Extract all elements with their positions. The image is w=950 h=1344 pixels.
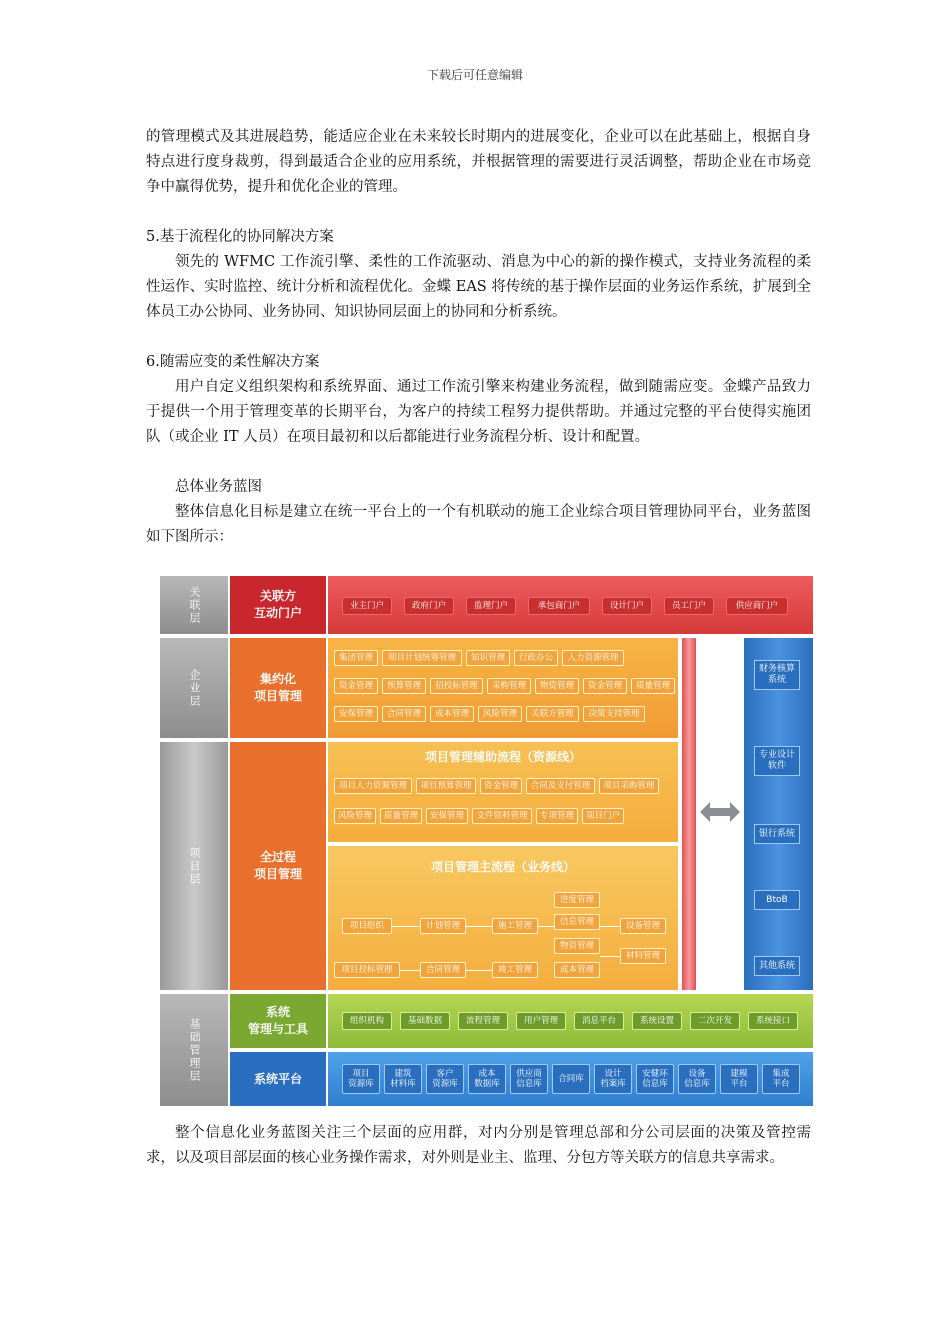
- system-tool-chip: 消息平台: [574, 1012, 624, 1030]
- flow-step-info: 信息管理: [554, 914, 600, 930]
- paragraph-4: 整体信息化目标是建立在统一平台上的一个有机联动的施工企业综合项目管理协同平台，业务蓝图如下图所示：: [146, 504, 811, 545]
- main-process-band: [328, 846, 678, 990]
- system-tool-chip: 系统设置: [632, 1012, 682, 1030]
- portal-chip: 承包商门户: [528, 597, 590, 615]
- portal-chip: 业主门户: [342, 597, 392, 615]
- aux-chip: 文件资料管理: [472, 808, 532, 824]
- platform-chip: 集成 平台: [762, 1064, 800, 1094]
- platform-chip: 合同库: [552, 1064, 590, 1094]
- aux-chip: 质量管理: [380, 808, 422, 824]
- enterprise-chip: 合同管理: [382, 706, 426, 722]
- enterprise-band: [328, 638, 678, 738]
- external-system-chip: BtoB: [754, 890, 800, 910]
- portal-chip: 政府门户: [404, 597, 454, 615]
- flow-step-progress: 进度管理: [554, 892, 600, 908]
- heading-6: 6.随需应变的柔性解决方案: [146, 354, 320, 370]
- label-intensive: 集约化 项目管理: [230, 638, 326, 738]
- aux-chip: 专项管理: [536, 808, 578, 824]
- enterprise-chip: 质量管理: [631, 678, 675, 694]
- paragraph-1: 的管理模式及其进展趋势，能适应企业在未来较长时期内的进展变化，企业可以在此基础上，根据自身特点进行度身裁剪，得到最适合企业的应用系统，并根据管理的需要进行灵活调整，帮助企业在市场竞争中赢得优势，提升和优化企业的管理。: [146, 129, 811, 195]
- external-system-chip: 其他系统: [754, 956, 800, 976]
- external-systems-column: [744, 638, 813, 990]
- paragraph-2: 领先的 WFMC 工作流引擎、柔性的工作流驱动、消息为中心的新的操作模式，支持业务流程的柔性运作、实时监控、统计分析和流程优化。金蝶 EAS 将传统的基于操作层面的业务运作系统，扩展到全体员工办公协同、业务协同、知识协同层面上的协同和分析系统。: [146, 254, 811, 320]
- platform-chip: 安健环 信息库: [636, 1064, 674, 1094]
- enterprise-chip: 集团管理: [334, 650, 378, 666]
- flow-arrow: [392, 926, 420, 927]
- enterprise-chip: 决策支持管理: [583, 706, 645, 722]
- page-header: 下载后可任意编辑: [426, 68, 523, 82]
- platform-chip: 项目 资源库: [342, 1064, 380, 1094]
- system-tool-chip: 系统接口: [748, 1012, 798, 1030]
- layer-enterprise: 企业层: [160, 638, 228, 738]
- layer-related: 关联层: [160, 576, 228, 634]
- platform-chip: 建模 平台: [720, 1064, 758, 1094]
- connector-bar: [682, 638, 696, 990]
- aux-chip: 合同及支付管理: [526, 778, 595, 794]
- enterprise-chip: 物资管理: [535, 678, 579, 694]
- layer-project: 项目层: [160, 742, 228, 990]
- enterprise-chip: 行政办公: [514, 650, 558, 666]
- enterprise-chip: 风险管理: [478, 706, 522, 722]
- portal-band: [328, 576, 813, 634]
- flow-step-material: 物资管理: [554, 938, 600, 954]
- flow-arrow: [466, 970, 492, 971]
- paragraph-5: 整个信息化业务蓝图关注三个层面的应用群，对内分别是管理总部和分公司层面的决策及管控需求，以及项目部层面的核心业务操作需求，对外则是业主、监理、分包方等关联方的信息共享需求。: [146, 1125, 811, 1166]
- flow-step-cost: 成本管理: [554, 962, 600, 978]
- aux-chip: 风险管理: [334, 808, 376, 824]
- layer-base: 基础管理层: [160, 994, 228, 1106]
- paragraph-3: 用户自定义组织架构和系统界面、通过工作流引擎来构建业务流程，做到随需应变。金蝶产品致力于提供一个用于管理变革的长期平台，为客户的持续工程努力提供帮助。并通过完整的平台使得实施团队（或企业 IT 人员）在项目最初和以后都能进行业务流程分析、设计和配置。: [146, 379, 811, 445]
- label-platform: 系统平台: [230, 1052, 326, 1106]
- external-system-chip: 专业设计软件: [754, 746, 800, 776]
- flow-step-finish: 竣工管理: [492, 962, 538, 978]
- aux-process-band: [328, 742, 678, 842]
- enterprise-chip: 人力资源管理: [562, 650, 624, 666]
- body-text-top: [146, 125, 811, 550]
- flow-arrow: [466, 926, 492, 927]
- aux-chip: 项目门户: [582, 808, 624, 824]
- enterprise-chip: 项目计划统筹管理: [382, 650, 462, 666]
- main-process-title: 项目管理主流程（业务线）: [430, 860, 575, 874]
- label-whole-process: 全过程 项目管理: [230, 742, 326, 990]
- portal-chip: 员工门户: [664, 597, 714, 615]
- aux-chip: 项目预算管理: [416, 778, 476, 794]
- system-tool-chip: 组织机构: [342, 1012, 392, 1030]
- flow-step-plan: 计划管理: [420, 918, 466, 934]
- portal-chip: 供应商门户: [726, 597, 788, 615]
- platform-chip: 供应商 信息库: [510, 1064, 548, 1094]
- enterprise-chip: 预算管理: [382, 678, 426, 694]
- business-blueprint-diagram: [160, 576, 813, 1106]
- flow-step-build: 施工管理: [492, 918, 538, 934]
- enterprise-chip: 知识管理: [466, 650, 510, 666]
- heading-blueprint: 总体业务蓝图: [175, 479, 262, 495]
- enterprise-chip: 采购管理: [487, 678, 531, 694]
- platform-chip: 建筑 材料库: [384, 1064, 422, 1094]
- flow-step-mat: 材料管理: [620, 948, 666, 964]
- heading-5: 5.基于流程化的协同解决方案: [146, 229, 334, 245]
- system-tool-chip: 二次开发: [690, 1012, 740, 1030]
- enterprise-chip: 资金管理: [583, 678, 627, 694]
- platform-chip: 客户 资源库: [426, 1064, 464, 1094]
- flow-arrow: [600, 926, 620, 927]
- aux-chip: 安保管理: [426, 808, 468, 824]
- enterprise-chip: 招投标管理: [430, 678, 483, 694]
- system-tool-chip: 基础数据: [400, 1012, 450, 1030]
- system-tools-band: [328, 994, 813, 1048]
- external-system-chip: 银行系统: [754, 824, 800, 844]
- portal-chip: 设计门户: [602, 597, 652, 615]
- portal-chip: 监理门户: [466, 597, 516, 615]
- label-system-mgmt: 系统 管理与工具: [230, 994, 326, 1048]
- aux-chip: 项目采购管理: [599, 778, 659, 794]
- system-tool-chip: 流程管理: [458, 1012, 508, 1030]
- system-tool-chip: 用户管理: [516, 1012, 566, 1030]
- aux-process-title: 项目管理辅助流程（资源线）: [424, 750, 581, 764]
- enterprise-chip: 关联方管理: [526, 706, 579, 722]
- label-portal: 关联方 互动门户: [230, 576, 326, 634]
- platform-chip: 设备 信息库: [678, 1064, 716, 1094]
- platform-chip: 成本 数据库: [468, 1064, 506, 1094]
- enterprise-chip: 成本管理: [430, 706, 474, 722]
- flow-arrow: [538, 926, 554, 927]
- flow-step-bid: 项目投标管理: [334, 962, 400, 978]
- flow-step-equip: 设备管理: [620, 918, 666, 934]
- external-system-chip: 财务核算系统: [754, 660, 800, 690]
- aux-chip: 资金管理: [480, 778, 522, 794]
- enterprise-chip: 安保管理: [334, 706, 378, 722]
- flow-step-init: 项目组织: [342, 918, 392, 934]
- body-text-bottom: [146, 1121, 811, 1171]
- flow-arrow: [400, 970, 420, 971]
- flow-arrow: [600, 956, 620, 957]
- flow-step-contract: 合同管理: [420, 962, 466, 978]
- double-arrow-icon: [700, 800, 740, 824]
- platform-chip: 设计 档案库: [594, 1064, 632, 1094]
- aux-chip: 项目人力资源管理: [334, 778, 412, 794]
- enterprise-chip: 资金管理: [334, 678, 378, 694]
- platform-band: [328, 1052, 813, 1106]
